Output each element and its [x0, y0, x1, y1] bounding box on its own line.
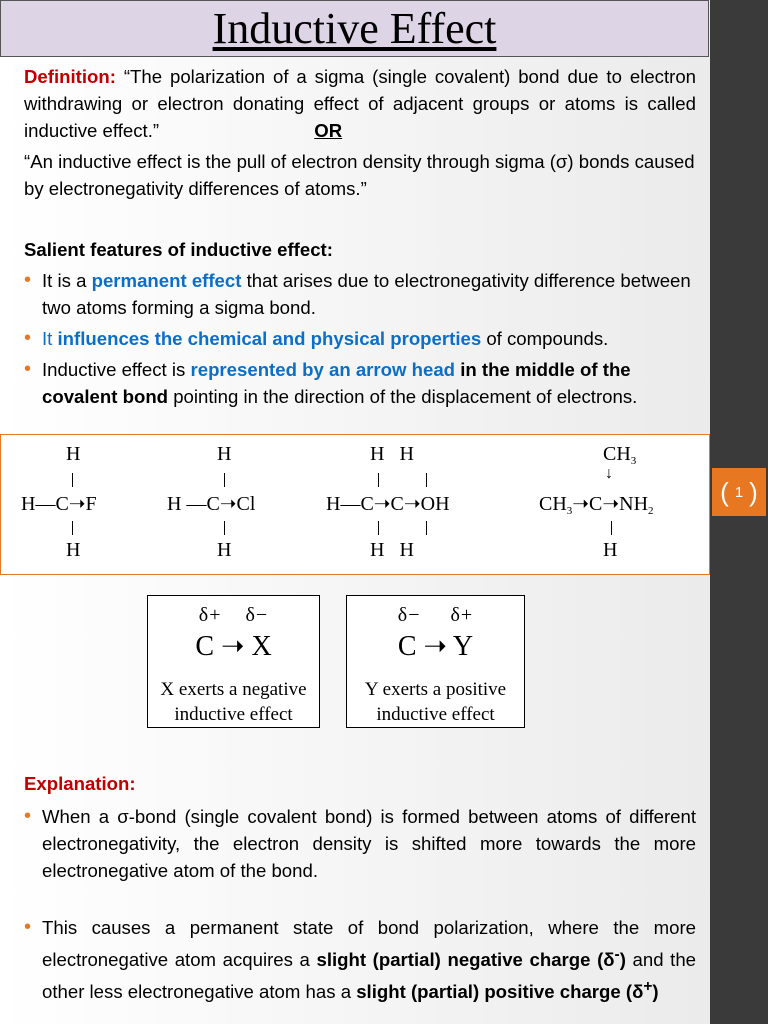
bond-line	[539, 491, 654, 517]
salient-list	[24, 267, 696, 414]
bond-notation: C ➝ X	[195, 631, 272, 662]
atom: H H	[370, 443, 414, 465]
highlight: influences the chemical and physical properties	[57, 328, 482, 349]
text: Inductive effect is	[42, 359, 191, 380]
text: and the other less electronegative atom has a	[42, 949, 696, 1003]
explanation-item: • When a σ-bond (single covalent bond) is formed between atoms of different electronegativity, the electron density is shifted more towards the more electronegative atom of the bond.	[24, 803, 696, 884]
definition-section	[24, 63, 696, 144]
box-caption	[347, 677, 524, 727]
subscript: 2	[648, 505, 654, 517]
caption-line: Y exerts a positive	[364, 679, 507, 700]
salient-item	[24, 356, 696, 410]
highlight: It	[42, 328, 58, 349]
positive-inductive-box	[346, 595, 525, 728]
partial-charges: δ+ δ−	[198, 604, 269, 626]
superscript: +	[643, 978, 653, 996]
text: slight (partial) negative charge (δ	[316, 949, 615, 971]
caption-line: inductive effect	[376, 704, 495, 725]
highlight: represented by an arrow head	[190, 359, 456, 380]
box-caption	[148, 677, 319, 727]
atom: H	[603, 539, 618, 561]
text: )	[652, 981, 659, 1003]
bold-text	[356, 978, 659, 1003]
text: It is a	[42, 270, 92, 291]
page-number-badge: ( 1 )	[712, 468, 766, 516]
atom	[603, 443, 636, 467]
page-title: Inductive Effect	[212, 4, 497, 53]
definition-text-2: “An inductive effect is the pull of electron density through sigma (σ) bonds caused by electronegativity differences of atoms.”	[24, 151, 695, 199]
bond-notation: C ➝ Y	[397, 631, 474, 662]
definition-label: Definition:	[24, 66, 116, 87]
bond-line: H —C➝Cl	[167, 493, 256, 515]
definition-text-1: “The polarization of a sigma (single covalent) bond due to electron withdrawing or electron donating effect of adjacent groups or atoms is called inductive effect.”	[24, 66, 696, 141]
text: slight (partial) positive charge (δ	[356, 981, 644, 1003]
text: that arises due to electronegativity difference between two atoms forming a sigma bond.	[42, 270, 691, 318]
bond-line: H—C➝F	[21, 493, 97, 515]
explanation-item	[24, 914, 696, 1005]
atom: H	[217, 443, 232, 465]
text: )	[619, 949, 626, 971]
explanation-heading: Explanation:	[24, 773, 136, 794]
explanation-list	[24, 803, 696, 1009]
text: This causes a permanent state of bond polarization, where the more electronegative atom acquires a	[42, 917, 696, 971]
caption-line: X exerts a negative	[160, 679, 307, 700]
structures-box	[0, 434, 710, 575]
text: CH	[539, 493, 567, 515]
text: CH	[603, 443, 631, 465]
negative-inductive-box	[147, 595, 320, 728]
bold-text	[316, 946, 626, 971]
salient-heading: Salient features of inductive effect:	[24, 239, 333, 260]
subscript: 3	[630, 455, 637, 467]
caption-line: inductive effect	[174, 704, 293, 725]
bold-text: in the middle of the covalent bond	[42, 359, 631, 407]
atom: H	[66, 539, 81, 561]
highlight: permanent effect	[91, 270, 242, 291]
title-banner	[0, 0, 709, 57]
salient-item	[24, 267, 696, 321]
atom: H	[217, 539, 232, 561]
page-number: 1	[734, 483, 744, 501]
bond-line: H—C➝C➝OH	[326, 493, 450, 515]
subscript: 3	[566, 505, 573, 517]
text: ➝C➝NH	[572, 493, 649, 515]
arrow-down-icon: ↓	[605, 465, 613, 482]
text: pointing in the direction of the displacement of electrons.	[168, 386, 638, 407]
atom: H H	[370, 539, 414, 561]
salient-item	[24, 325, 696, 352]
superscript: -	[614, 946, 620, 963]
atom: H	[66, 443, 81, 465]
text: of compounds.	[481, 328, 609, 349]
partial-charges: δ− δ+	[397, 604, 474, 626]
or-label: OR	[314, 120, 343, 141]
